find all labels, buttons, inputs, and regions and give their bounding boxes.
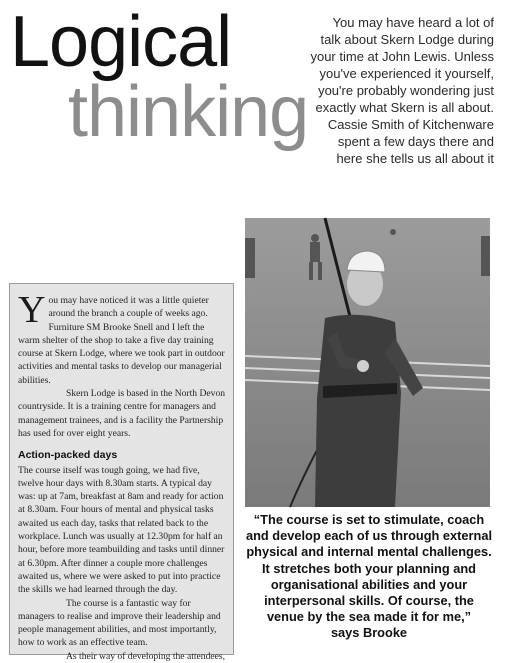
headline-line-1: Logical <box>10 2 232 82</box>
intro-standfirst <box>309 14 494 167</box>
article-paragraph-3: The course itself was tough going, we had five, twelve hour days with 8.30am starts. A typical day was: up at 7am, breakfast at 8am and ready for action at 8.30am. Four hours of mental and physical tasks awaited us each day, tasks that related back to the workplace. Lunch was usually at 12.30pm for half an hour, before more teambuilding and tasks until dinner at 6.30pm. After dinner a couple more challenges awaited us, where we were asked to put into practice the skills we had learned through the day. <box>18 464 225 596</box>
article-paragraph-5: As their way of developing the attendees, <box>66 650 226 662</box>
abseiling-photo <box>245 218 490 507</box>
article-paragraph-4: The course is a fantastic way for managers to realise and improve their leadership and people management abilities, and most importantly, how to work as an effective team. <box>18 597 221 649</box>
pull-quote-attribution: says Brooke <box>330 625 408 641</box>
drop-cap: Y <box>18 289 46 331</box>
pull-quote-text: “The course is set to stimulate, coach and develop each of us through external physical and internal mental challenges. It stretches both your planning and organisational abilities and your interpersonal skills. Of course, the venue by the sea made it for me,” <box>245 512 493 625</box>
article-paragraph-1: ou may have noticed it was a little quieter around the branch a couple of weeks ago. Furniture SM Brooke Snell and I left the warm shelter of the shop to take a five day training course at Skern Lodge, where we took part in outdoor activities and mental tasks to develop our managerial abilities. <box>18 295 225 386</box>
article-paragraph-2: Skern Lodge is based in the North Devon countryside. It is a training centre for managers and management trainees, and is a facility the Partnership has used for over eight years. <box>18 388 226 439</box>
pull-quote <box>244 512 494 642</box>
article-body <box>9 283 234 662</box>
headline-line-2: thinking <box>68 72 309 152</box>
intro-text: You may have heard a lot of talk about Skern Lodge during your time at John Lewis. Unless you've experienced it yourself, you're probably wondering just exactly what Skern is all about. Cassie Smith of Kitchenware spent a few days there and here she tells us all about it <box>310 15 494 166</box>
article-subhead: Action-packed days <box>18 449 118 462</box>
